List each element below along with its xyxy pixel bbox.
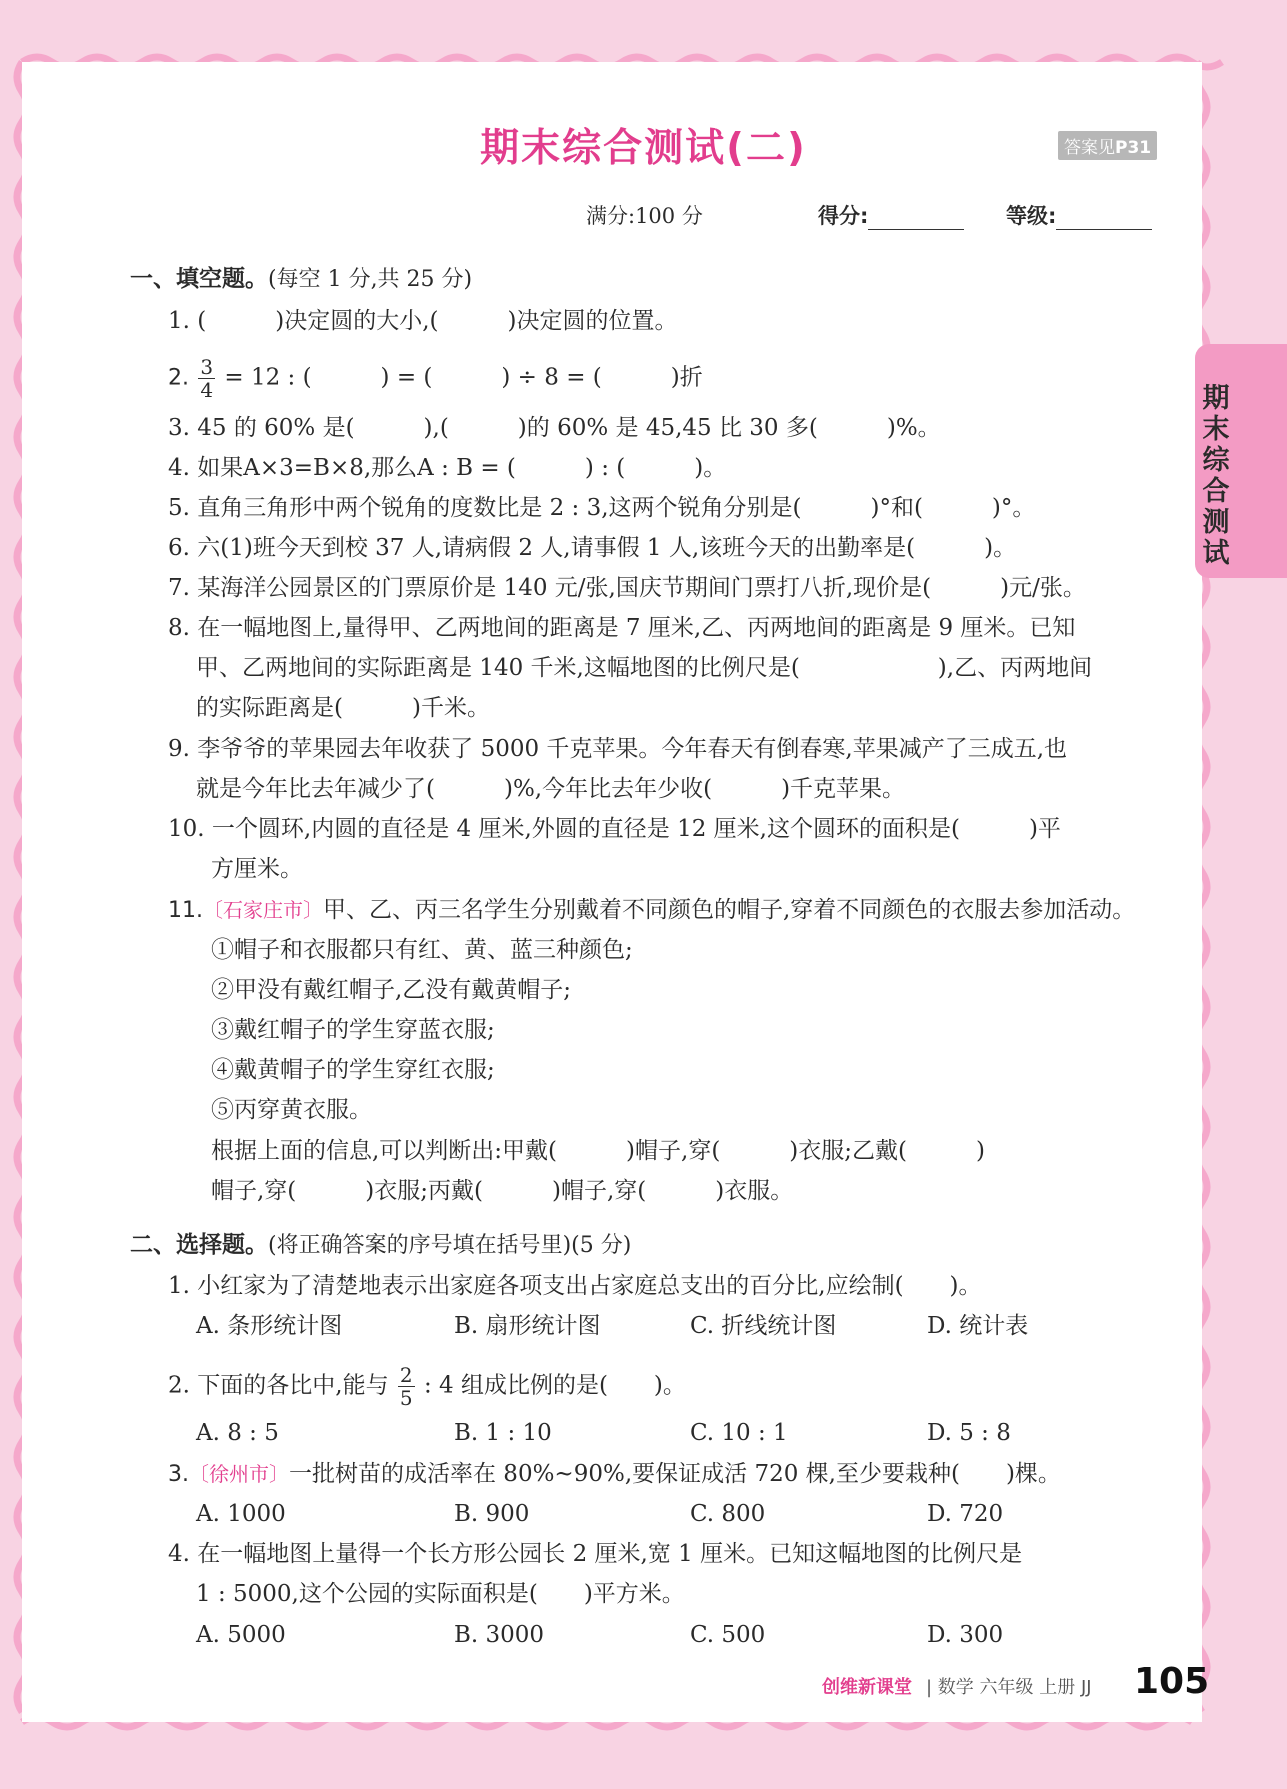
s2-q2-option-d[interactable]: D. 5 : 8	[927, 1420, 1011, 1446]
s1-q1: 1. ( )决定圆的大小,( )决定圆的位置。	[168, 308, 678, 334]
s2-q2-option-c[interactable]: C. 10 : 1	[690, 1420, 788, 1446]
s2-q1-option-a[interactable]: A. 条形统计图	[196, 1313, 343, 1339]
s1-q8-line1: 8. 在一幅地图上,量得甲、乙两地间的距离是 7 厘米,乙、丙两地间的距离是 9 厘米。已知	[168, 615, 1076, 641]
side-tab-label: 期末综合测试	[1202, 383, 1230, 569]
s2-q3-number: 3.	[168, 1462, 189, 1487]
s2-q4-option-d[interactable]: D. 300	[927, 1622, 1004, 1648]
section1-note: (每空 1 分,共 25 分)	[268, 267, 473, 292]
s1-q2-text: = 12 : ( ) = ( ) ÷ 8 = ( )折	[224, 364, 703, 391]
s2-q3-option-b[interactable]: B. 900	[454, 1501, 530, 1527]
s1-q11-cond1: ①帽子和衣服都只有红、黄、蓝三种颜色;	[211, 937, 633, 963]
s1-q11-answer-line1: 根据上面的信息,可以判断出:甲戴( )帽子,穿( )衣服;乙戴( )	[211, 1138, 985, 1164]
s2-q2-options	[196, 1417, 1011, 1449]
answer-reference-page: P31	[1115, 138, 1152, 158]
section1-heading	[130, 263, 472, 296]
region-tag: 〔石家庄市〕	[203, 898, 323, 922]
s2-q4-options	[196, 1619, 1003, 1651]
page-title: 期末综合测试(二)	[480, 126, 807, 171]
s1-q3: 3. 45 的 60% 是( ),( )的 60% 是 45,45 比 30 多( )%。	[168, 415, 941, 441]
s2-q2-text-pre: 2. 下面的各比中,能与	[168, 1372, 389, 1399]
s2-q1-option-d[interactable]: D. 统计表	[927, 1313, 1029, 1339]
section2-title: 二、选择题。	[130, 1232, 268, 1258]
s2-q2-text-post: : 4 组成比例的是( )。	[423, 1372, 686, 1399]
section2-note: (将正确答案的序号填在括号里)(5 分)	[268, 1233, 632, 1258]
s2-q4-option-a[interactable]: A. 5000	[196, 1622, 286, 1648]
fraction-denominator: 4	[200, 378, 214, 402]
s1-q7: 7. 某海洋公园景区的门票原价是 140 元/张,国庆节期间门票打八折,现价是( )元/张。	[168, 575, 1086, 601]
answer-reference-prefix: 答案见	[1064, 138, 1115, 158]
grade-blank[interactable]	[1056, 209, 1152, 230]
s2-q3	[168, 1458, 1061, 1491]
score-field	[818, 200, 964, 230]
s2-q1-option-c[interactable]: C. 折线统计图	[690, 1313, 837, 1339]
s2-q3-option-c[interactable]: C. 800	[690, 1501, 766, 1527]
grade-label: 等级:	[1006, 204, 1057, 228]
s2-q4-option-c[interactable]: C. 500	[690, 1622, 766, 1648]
s1-q8-line2: 甲、乙两地间的实际距离是 140 千米,这幅地图的比例尺是( ),乙、丙两地间	[196, 655, 1093, 681]
answer-reference-badge	[1058, 131, 1157, 160]
s1-q11-cond4: ④戴黄帽子的学生穿红衣服;	[211, 1057, 495, 1083]
s2-q2-option-b[interactable]: B. 1 : 10	[454, 1420, 552, 1446]
section1-title: 一、填空题。	[130, 266, 268, 292]
s1-q11-answer-line2: 帽子,穿( )衣服;丙戴( )帽子,穿( )衣服。	[211, 1178, 794, 1204]
s1-q8-line3: 的实际距离是( )千米。	[196, 695, 490, 721]
s1-q11-text: 甲、乙、丙三名学生分别戴着不同颜色的帽子,穿着不同颜色的衣服去参加活动。	[323, 897, 1136, 923]
fraction-denominator: 5	[399, 1386, 413, 1410]
section2-heading	[130, 1229, 631, 1262]
s2-q2-fraction	[398, 1364, 415, 1409]
s1-q11-cond5: ⑤丙穿黄衣服。	[211, 1097, 372, 1123]
s1-q10-line2: 方厘米。	[211, 856, 303, 882]
s2-q4-option-b[interactable]: B. 3000	[454, 1622, 545, 1648]
s1-q2	[168, 356, 703, 401]
fraction-numerator: 2	[399, 1363, 413, 1387]
s2-q1-options	[196, 1310, 1028, 1342]
s1-q10-line1: 10. 一个圆环,内圆的直径是 4 厘米,外圆的直径是 12 厘米,这个圆环的面积是( )平	[168, 816, 1061, 842]
s1-q4: 4. 如果A×3=B×8,那么A : B = ( ) : ( )。	[168, 455, 727, 481]
page-number: 105	[1134, 1661, 1210, 1702]
s2-q1: 1. 小红家为了清楚地表示出家庭各项支出占家庭总支出的百分比,应绘制( )。	[168, 1273, 982, 1299]
s2-q3-options	[196, 1498, 1003, 1530]
s2-q3-text: 一批树苗的成活率在 80%~90%,要保证成活 720 棵,至少要栽种( )棵。	[289, 1461, 1061, 1487]
footer-brand: 创维新课堂	[822, 1677, 912, 1698]
s2-q2-option-a[interactable]: A. 8 : 5	[196, 1420, 279, 1446]
s2-q4-line1: 4. 在一幅地图上量得一个长方形公园长 2 厘米,宽 1 厘米。已知这幅地图的比例尺是	[168, 1541, 1023, 1567]
footer-info: | 数学 六年级 上册 JJ	[926, 1677, 1092, 1698]
fraction-numerator: 3	[200, 355, 214, 379]
s1-q9-line2: 就是今年比去年减少了( )%,今年比去年少收( )千克苹果。	[196, 776, 906, 802]
s1-q6: 6. 六(1)班今天到校 37 人,请病假 2 人,请事假 1 人,该班今天的出勤率是( )。	[168, 535, 1017, 561]
s2-q4-line2: 1 : 5000,这个公园的实际面积是( )平方米。	[196, 1581, 685, 1607]
s2-q2	[168, 1364, 686, 1409]
s1-q2-number: 2.	[168, 365, 189, 391]
s1-q9-line1: 9. 李爷爷的苹果园去年收获了 5000 千克苹果。今年春天有倒春寒,苹果减产了三成五,也	[168, 736, 1068, 762]
s2-q3-option-d[interactable]: D. 720	[927, 1501, 1004, 1527]
score-label: 得分:	[818, 204, 869, 228]
grade-field	[1006, 200, 1152, 230]
s1-q5: 5. 直角三角形中两个锐角的度数比是 2 : 3,这两个锐角分别是( )°和( )°。	[168, 495, 1036, 521]
s1-q11-line1	[168, 894, 1135, 927]
s1-q11-number: 11.	[168, 898, 203, 923]
s2-q1-option-b[interactable]: B. 扇形统计图	[454, 1313, 601, 1339]
full-score: 满分:100 分	[586, 204, 703, 228]
score-blank[interactable]	[868, 209, 964, 230]
s1-q11-cond3: ③戴红帽子的学生穿蓝衣服;	[211, 1017, 495, 1043]
region-tag: 〔徐州市〕	[189, 1462, 289, 1486]
s1-q2-fraction	[198, 356, 215, 401]
s1-q11-cond2: ②甲没有戴红帽子,乙没有戴黄帽子;	[211, 977, 572, 1003]
s2-q3-option-a[interactable]: A. 1000	[196, 1501, 286, 1527]
